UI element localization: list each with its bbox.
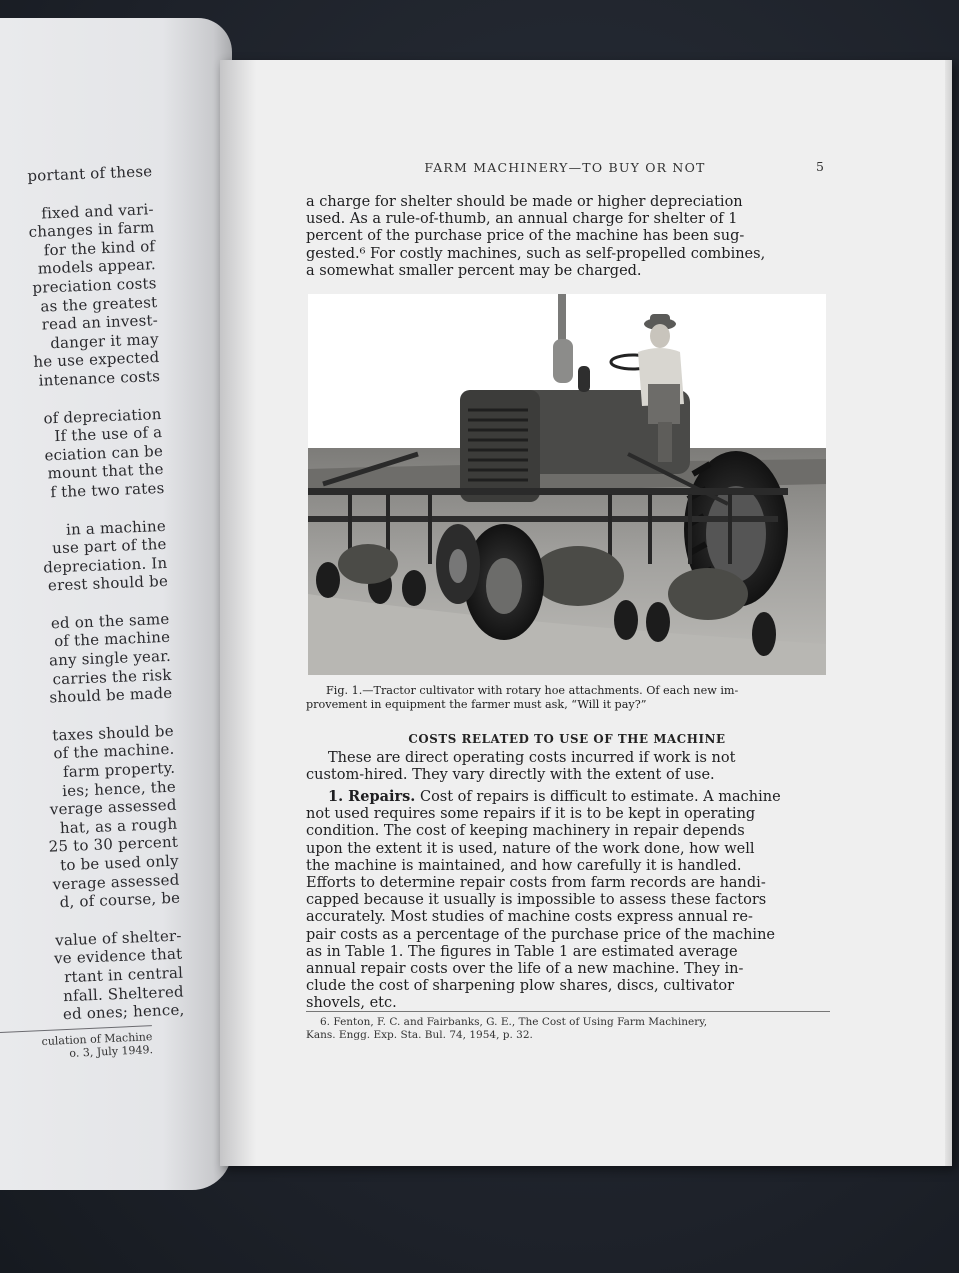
left-text-line: any single year. <box>48 646 172 670</box>
left-text-line: value of shelter- <box>54 926 182 950</box>
left-text-line: 25 to 30 percent <box>48 833 179 857</box>
left-text-line: mount that the <box>47 460 165 483</box>
left-text-line: danger it may <box>49 329 160 352</box>
text-line: as in Table 1. The figures in Table 1 are estimated average <box>306 943 738 960</box>
gutter-shadow <box>220 60 256 1166</box>
left-text-line: intenance costs <box>38 366 161 390</box>
left-text-line: for the kind of <box>43 236 156 260</box>
left-text-line: as the greatest <box>40 292 158 316</box>
top-paragraph <box>306 194 828 280</box>
text-line: gested.⁶ For costly machines, such as self-propelled combines, <box>306 245 766 262</box>
left-text-line: to be used only <box>59 851 180 875</box>
left-text-line: use part of the <box>51 534 167 558</box>
text-line: a charge for shelter should be made or higher depreciation <box>306 194 743 210</box>
text-line: percent of the purchase price of the machine has been sug- <box>306 228 745 245</box>
left-text-line: carries the risk <box>52 665 172 689</box>
left-footnote-line: o. 3, July 1949. <box>69 1043 154 1060</box>
left-text-line: read an invest- <box>41 311 159 334</box>
left-text-line: he use expected <box>33 348 160 372</box>
figure-caption <box>306 684 830 711</box>
page-number: 5 <box>816 159 824 174</box>
left-text-line: farm property. <box>62 758 176 782</box>
footnote-line: 6. Fenton, F. C. and Fairbanks, G. E., The Cost of Using Farm Machinery, <box>320 1016 708 1028</box>
tractor-photo <box>308 294 826 675</box>
text-line: capped because it usually is impossible to assess these factors <box>306 892 767 909</box>
left-text-line: of the machine. <box>53 740 175 763</box>
right-page <box>220 60 952 1166</box>
text-line: pair costs as a percentage of the purchase price of the machine <box>306 926 775 943</box>
left-text-line: verage assessed <box>52 870 180 894</box>
left-text-line: ies; hence, the <box>61 777 177 800</box>
intro-paragraph <box>306 750 828 784</box>
left-text-line: f the two rates <box>50 478 165 502</box>
tractor-cultivator-illustration <box>308 294 826 675</box>
left-text-line: depreciation. In <box>42 553 168 577</box>
text-line: shovels, etc. <box>306 995 397 1012</box>
running-head: FARM MACHINERY—TO BUY OR NOT <box>424 160 706 175</box>
left-text-line: should be made <box>49 684 173 707</box>
text-line: accurately. Most studies of machine costs express annual re- <box>306 909 753 926</box>
text-line <box>306 788 828 806</box>
repairs-paragraph <box>306 788 828 1013</box>
left-text-line: portant of these <box>27 162 153 185</box>
text-line: clude the cost of sharpening plow shares, discs, cultivator <box>306 978 735 995</box>
left-text-line: erest should be <box>47 572 169 595</box>
text-line: a somewhat smaller percent may be charged. <box>306 262 642 279</box>
footnote-line: Kans. Engg. Exp. Sta. Bul. 74, 1954, p. 32. <box>306 1028 533 1041</box>
left-text-line: of the machine <box>53 628 171 651</box>
left-text-line: models appear. <box>37 255 157 278</box>
left-text-line: ed on the same <box>50 609 170 633</box>
left-text-line: d, of course, be <box>59 888 181 912</box>
left-text-line: eciation can be <box>44 441 164 465</box>
text-line: used. As a rule-of-thumb, an annual charge for shelter of 1 <box>306 211 738 228</box>
section-heading: COSTS RELATED TO USE OF THE MACHINE <box>408 732 726 746</box>
page-edge <box>945 60 952 1166</box>
left-text-line: taxes should be <box>51 721 175 745</box>
text-line: condition. The cost of keeping machinery in repair depends <box>306 823 745 840</box>
text-line: not used requires some repairs if it is to be kept in operating <box>306 806 756 823</box>
caption-line: Fig. 1.—Tractor cultivator with rotary hoe attachments. Of each new im- <box>326 684 739 697</box>
left-footnote-line: culation of Machine <box>41 1030 153 1049</box>
caption-line: provement in equipment the farmer must ask, “Will it pay?” <box>306 697 647 711</box>
footnote-rule <box>306 1011 830 1012</box>
text-line: upon the extent it is used, nature of the work done, how well <box>306 840 755 857</box>
left-text-line: of depreciation <box>43 404 162 428</box>
left-page-footnote <box>0 1025 153 1063</box>
left-text-line: verage assessed <box>49 795 177 819</box>
text-line: the machine is maintained, and how carefully it is handled. <box>306 857 742 874</box>
left-text-line: ve evidence that <box>53 944 183 968</box>
left-text-line: rtant in central <box>63 963 184 987</box>
left-text-line: preciation costs <box>32 274 157 297</box>
left-page <box>0 18 232 1190</box>
text-line: Efforts to determine repair costs from farm records are handi- <box>306 875 766 892</box>
left-text-line: in a machine <box>65 516 167 539</box>
text-line: custom-hired. They vary directly with the extent of use. <box>306 767 715 784</box>
left-text-line: changes in farm <box>28 218 155 242</box>
left-text-line: ed ones; hence, <box>62 1000 185 1024</box>
left-text-line: nfall. Sheltered <box>62 982 185 1005</box>
left-page-text <box>0 162 185 1025</box>
repairs-lead: 1. Repairs. <box>328 788 416 805</box>
left-text-line: fixed and vari- <box>40 199 155 223</box>
text-line: These are direct operating costs incurred if work is not <box>328 750 736 766</box>
footnote <box>306 1016 836 1041</box>
left-text-line: hat, as a rough <box>59 814 178 837</box>
text-line: annual repair costs over the life of a new machine. They in- <box>306 961 744 978</box>
left-text-line: If the use of a <box>54 423 163 446</box>
text-fragment: Cost of repairs is difficult to estimate. A machine <box>415 789 781 805</box>
